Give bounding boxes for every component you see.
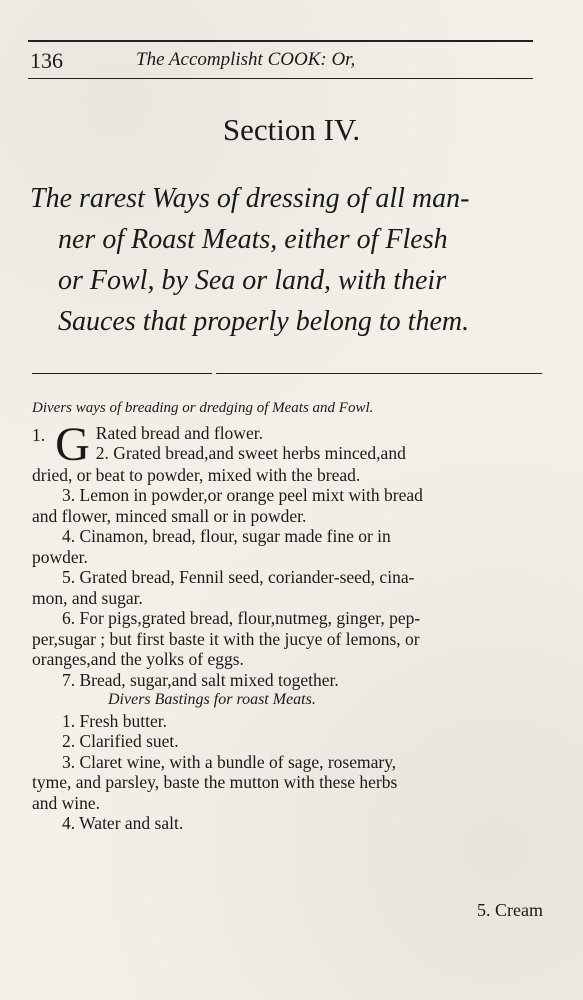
text-line: powder. [32, 546, 88, 567]
text-line: 3. Lemon in powder,or orange peel mixt with bread [62, 485, 423, 505]
top-rule [28, 40, 533, 42]
text-line: 2. Clarified suet. [62, 731, 179, 751]
text-line: and flower, minced small or in powder. [32, 505, 307, 526]
text-line: 5. Grated bread, Fennil seed, coriander-seed, cina- [62, 567, 415, 587]
catchword: 5. Cream [477, 900, 543, 920]
text-line: oranges,and the yolks of eggs. [32, 649, 244, 669]
text-line: 2. Grated bread,and sweet herbs minced,and [95, 443, 406, 463]
page-body [32, 398, 544, 834]
text-line: tyme, and parsley, baste the mutton with these herbs [32, 772, 398, 792]
chapter-title-line: or Fowl, by Sea or land, with their [58, 265, 447, 296]
text-line: 3. Claret wine, with a bundle of sage, rosemary, [62, 751, 397, 772]
divider-left [32, 373, 212, 374]
drop-capital: G [55, 422, 90, 465]
divider-right [216, 373, 542, 374]
text-line: 1. Fresh butter. [62, 710, 167, 731]
breading-first-item [32, 423, 544, 465]
item-number: 1. [32, 424, 46, 445]
running-title: The Accomplisht COOK: Or, [136, 49, 356, 70]
text-line: Rated bread and flower. [95, 422, 263, 443]
page-number: 136 [30, 48, 63, 73]
chapter-title-line: ner of Roast Meats, either of Flesh [58, 224, 448, 255]
page-header [30, 48, 530, 78]
subheading-breading: Divers ways of breading or dredging of Meats and Fowl. [32, 400, 374, 416]
text-line: per,sugar ; but first baste it with the jucye of lemons, or [32, 628, 420, 649]
section-title: Section IV. [222, 112, 361, 147]
text-line: 4. Cinamon, bread, flour, sugar made fine or in [62, 526, 391, 546]
text-line: mon, and sugar. [32, 587, 143, 608]
subheading-bastings: Divers Bastings for roast Meats. [108, 691, 316, 708]
text-line: 6. For pigs,grated bread, flour,nutmeg, ginger, pep- [62, 608, 421, 628]
chapter-title-line: The rarest Ways of dressing of all man- [30, 183, 470, 214]
text-line: 4. Water and salt. [62, 813, 184, 833]
header-rule [28, 78, 533, 79]
text-line: and wine. [32, 792, 101, 813]
chapter-title [30, 178, 550, 342]
text-line: 7. Bread, sugar,and salt mixed together. [62, 669, 339, 690]
chapter-title-line: Sauces that properly belong to them. [58, 306, 470, 337]
text-line: dried, or beat to powder, mixed with the bread. [32, 464, 361, 485]
